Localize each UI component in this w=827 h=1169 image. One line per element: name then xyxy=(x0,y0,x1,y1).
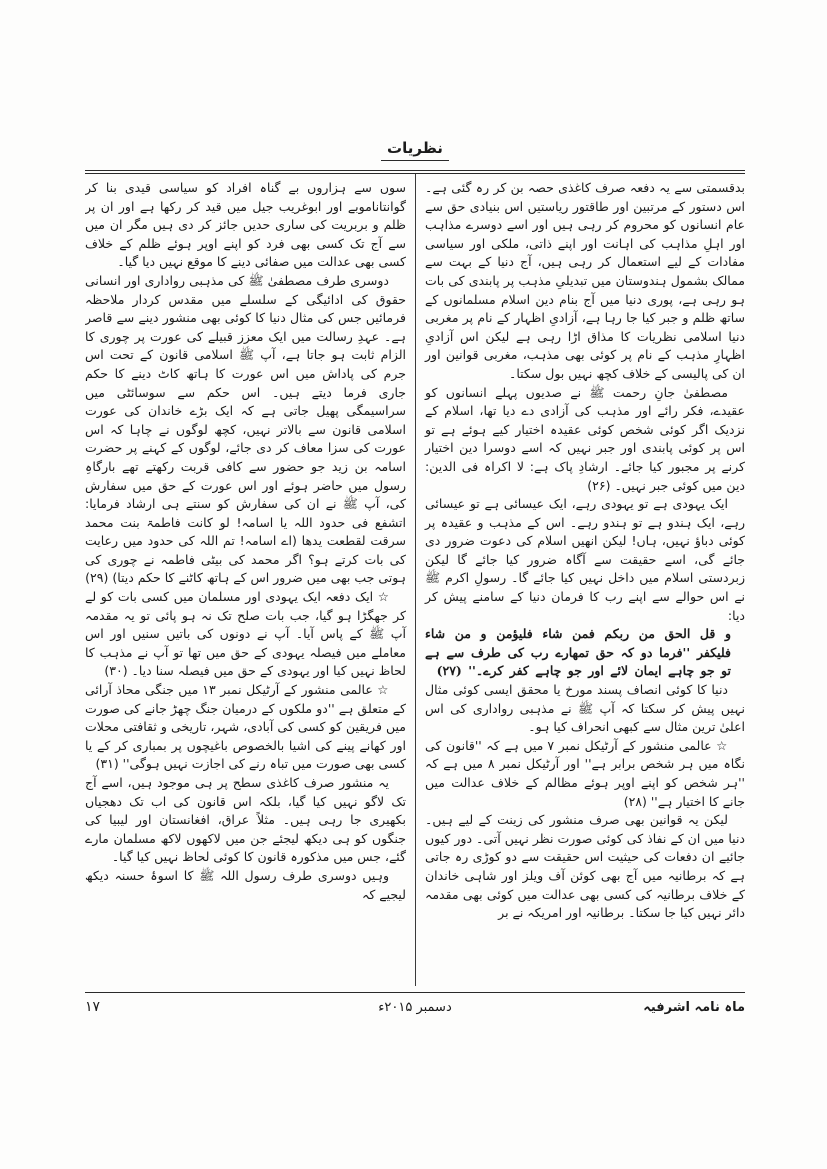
footer-issue-date: دسمبر ۲۰۱۵ء xyxy=(378,1000,452,1015)
text-columns xyxy=(85,174,745,986)
paragraph-star-item: ☆ عالمی منشور کے آرٹیکل نمبر ۱۳ میں جنگی محاذ آرائی کے متعلق ہے ''دو ملکوں کے درمیان جنگ چھڑ جانے کی صورت میں فریقین کو کسی کی آبادی، شہر، تاریخی و ثقافتی محلات اور کھانے پینے کی اشیا بالخصوص باغیچوں پر بمباری کر کے یا کسی بھی صورت میں تباہ رنے کی اجازت نہیں ہوگی'' (۳۱) xyxy=(85,682,406,772)
paragraph: دوسری طرف مصطفیٰ ﷺ کی مذہبی رواداری اور انسانی حقوق کی ادائیگی کے سلسلے میں مقدس کردار ملاحظہ فرمائیں جس کی مثال دنیا کا کوئی بھی منشور دینے سے قاصر ہے۔ عہدِ رسالت میں ایک معزز قبیلے کی عورت پر چوری کا الزام ثابت ہو جاتا ہے، آپ ﷺ اسلامی قانون کے تحت اس جرم کی پاداش میں اس عورت کا ہاتھ کاٹ دینے کا حکم جاری فرما دیتے ہیں۔ اس حکم سے سوسائٹی میں سراسیمگی پھیل جاتی ہے کہ ایک بڑے خاندان کی عورت اسلامی قانون سے بالاتر نہیں، کچھ لوگوں نے چاہا کہ اس عورت کی سزا معاف کر دی جائے، لوگوں کے کہنے پر حضرت اسامہ بن زید جو حضور سے کافی قربت رکھتے تھے بارگاہِ رسول میں حاضر ہوئے اور اس عورت کے حق میں سفارش کی، آپ ﷺ نے ان کی سفارش کو سنتے ہی ارشاد فرمایا: اتشفع فی حدود اللہ یا اسامہ! لو کانت فاطمۃ بنت محمد سرقت لقطعت یدھا (اے اسامہ! تم اللہ کی حدود میں رعایت کی بات کرتے ہو؟ اگر محمد کی بیٹی فاطمہ نے چوری کی ہوتی جب بھی میں ضرور اس کے ہاتھ کاٹنے کا حکم دیتا) (۲۹) xyxy=(85,272,406,586)
paragraph: سوں سے ہزاروں بے گناہ افراد کو سیاسی قیدی بنا کر گوانتاناموبے اور ابوغریب جیل میں قید کر رکھا ہے اور ان پر ظلم و بربریت کی ساری حدیں جائز کر دی ہیں مگر ان میں سے آج تک کسی بھی فرد کو اپنے اوپر ہوئے ظلم کے خلاف کسی بھی عدالت میں صفائی دینے کا موقع نہیں دیا گیا۔ xyxy=(85,180,406,270)
quran-quote: و قل الحق من ربکم فمن شاء فلیؤمن و من شاء فلیکفر ''فرما دو کہ حق تمھارے رب کی طرف سے ہے تو جو چاہے ایمان لائے اور جو چاہے کفر کرے۔'' (۲۷) xyxy=(425,626,731,679)
page-content xyxy=(85,138,745,986)
section-header xyxy=(85,138,745,161)
paragraph: ایک یہودی ہے تو یہودی رہے، ایک عیسائی ہے تو عیسائی رہے، ایک ہندو ہے تو ہندو رہے۔ اس کے مذہب و عقیدہ پر کوئی دباؤ نہیں، ہاں! لیکن انھیں اسلام کی دعوت ضرور دی جائے گی، اسے حقیقت سے آگاہ ضرور کیا جائے گا لیکن زبردستی اسلام میں داخل نہیں کیا جائے گا۔ رسولِ اکرم ﷺ نے اس حوالے سے اپنے رب کا فرمان دنیا کے سامنے پیش کر دیا: xyxy=(425,496,745,623)
paragraph: وہیں دوسری طرف رسول اللہ ﷺ کا اسوۂ حسنہ دیکھ لیجیے کہ xyxy=(85,867,406,902)
column-right xyxy=(415,174,745,986)
column-left xyxy=(85,174,415,986)
paragraph: مصطفیٰ جانِ رحمت ﷺ نے صدیوں پہلے انسانوں کو عقیدے، فکر رائے اور مذہب کی آزادی دے دیا تھا، اسلام کے نزدیک اگر کوئی شخص کوئی عقیدہ اختیار کیے ہوئے ہے تو اس پر کوئی پابندی اور جبر نہیں کہ اسے دوسرا دین اختیار کرنے پر مجبور کیا جائے۔ ارشادِ پاک ہے: لا اکراہ فی الدین: دین میں کوئی جبر نہیں۔ (۲۶) xyxy=(425,384,745,493)
footer-magazine-title: ماہ نامہ اشرفیہ xyxy=(643,1000,745,1015)
footer-rule xyxy=(85,992,745,993)
paragraph: بدقسمتی سے یہ دفعہ صرف کاغذی حصہ بن کر رہ گئی ہے۔ اس دستور کے مرتبین اور طاقتور ریاستیں اس بنیادی حق سے عام انسانوں کو محروم کر رہی ہیں اور اسے دوسرے مذاہب اور اہلِ مذاہب کی اہانت اور اپنے ذاتی، ملکی اور سیاسی مفادات کے لیے استعمال کر رہی ہیں، آج دنیا کے بہت سے ممالک بشمول ہندوستان میں تبدیلیِ مذہب پر پابندی کی بات ہو رہی ہے، پوری دنیا میں آج بنام دین اسلام مسلمانوں کے ساتھ ظلم و جبر کیا جا رہا ہے، آزادیِ اظہار کے نام پر مغربی دنیا اسلامی نظریات کا مذاق اڑا رہی ہے لیکن اس آزادیِ اظہارِ مذہب کے نام پر کوئی بھی مذہب، مغربی قوانین اور ان کی پالیسی کے خلاف کچھ نہیں بول سکتا۔ xyxy=(425,180,745,381)
paragraph: لیکن یہ قوانین بھی صرف منشور کی زینت کے لیے ہیں۔ دنیا میں ان کے نفاذ کی کوئی صورت نظر نہیں آتی۔ دور کیوں جائیے ان دفعات کی حیثیت اس حقیقت سے دو کوڑی رہ جاتی ہے کہ برطانیہ میں آج بھی کوئن آف ویلز اور شاہی خاندان کے خلاف برطانیہ کی کسی بھی عدالت میں کوئی بھی مقدمہ دائر نہیں کیا جا سکتا۔ برطانیہ اور امریکہ نے بر xyxy=(425,812,745,921)
section-title: نظریات xyxy=(381,139,449,161)
paragraph-star-item: ☆ عالمی منشور کے آرٹیکل نمبر ۷ میں ہے کہ ''قانون کی نگاہ میں ہر شخص برابر ہے'' اور آرٹیکل نمبر ۸ میں ہے کہ ''ہر شخص کو اپنے اوپر ہوئے مظالم کے خلاف عدالت میں جانے کا اختیار ہے'' (۲۸) xyxy=(425,737,745,809)
paragraph: یہ منشور صرف کاغذی سطح پر ہی موجود ہیں، اسے آج تک لاگو نہیں کیا گیا، بلکہ اس قانون کی اب تک دھجیاں بکھیری جا رہی ہیں۔ مثلاً عراق، افغانستان اور لیبیا کی جنگوں کو ہی دیکھ لیجئے جن میں لاکھوں لاکھ مسلمان مارے گئے، جس میں مذکورہ قانون کا کوئی لحاظ نہیں کیا گیا۔ xyxy=(85,775,406,865)
page-footer xyxy=(85,999,745,1015)
paragraph-star-item: ☆ ایک دفعہ ایک یہودی اور مسلمان میں کسی بات کو لے کر جھگڑا ہو گیا، جب بات صلح تک نہ ہو پائی تو یہ مقدمہ آپ ﷺ کے پاس آیا۔ آپ نے دونوں کی باتیں سنیں اور اس معاملے میں فیصلہ یہودی کے حق میں تھا تو آپ نے مذہب کا لحاظ نہیں کیا اور یہودی کے حق میں فیصلہ سنا دیا۔ (۳۰) xyxy=(85,589,406,679)
paragraph: دنیا کا کوئی انصاف پسند مورخ یا محقق ایسی کوئی مثال نہیں پیش کر سکتا کہ آپ ﷺ نے مذہبی رواداری کی اس اعلیٰ ترین مثال سے کبھی انحراف کیا ہو۔ xyxy=(425,682,745,735)
footer-page-number: ۱۷ xyxy=(85,999,101,1015)
